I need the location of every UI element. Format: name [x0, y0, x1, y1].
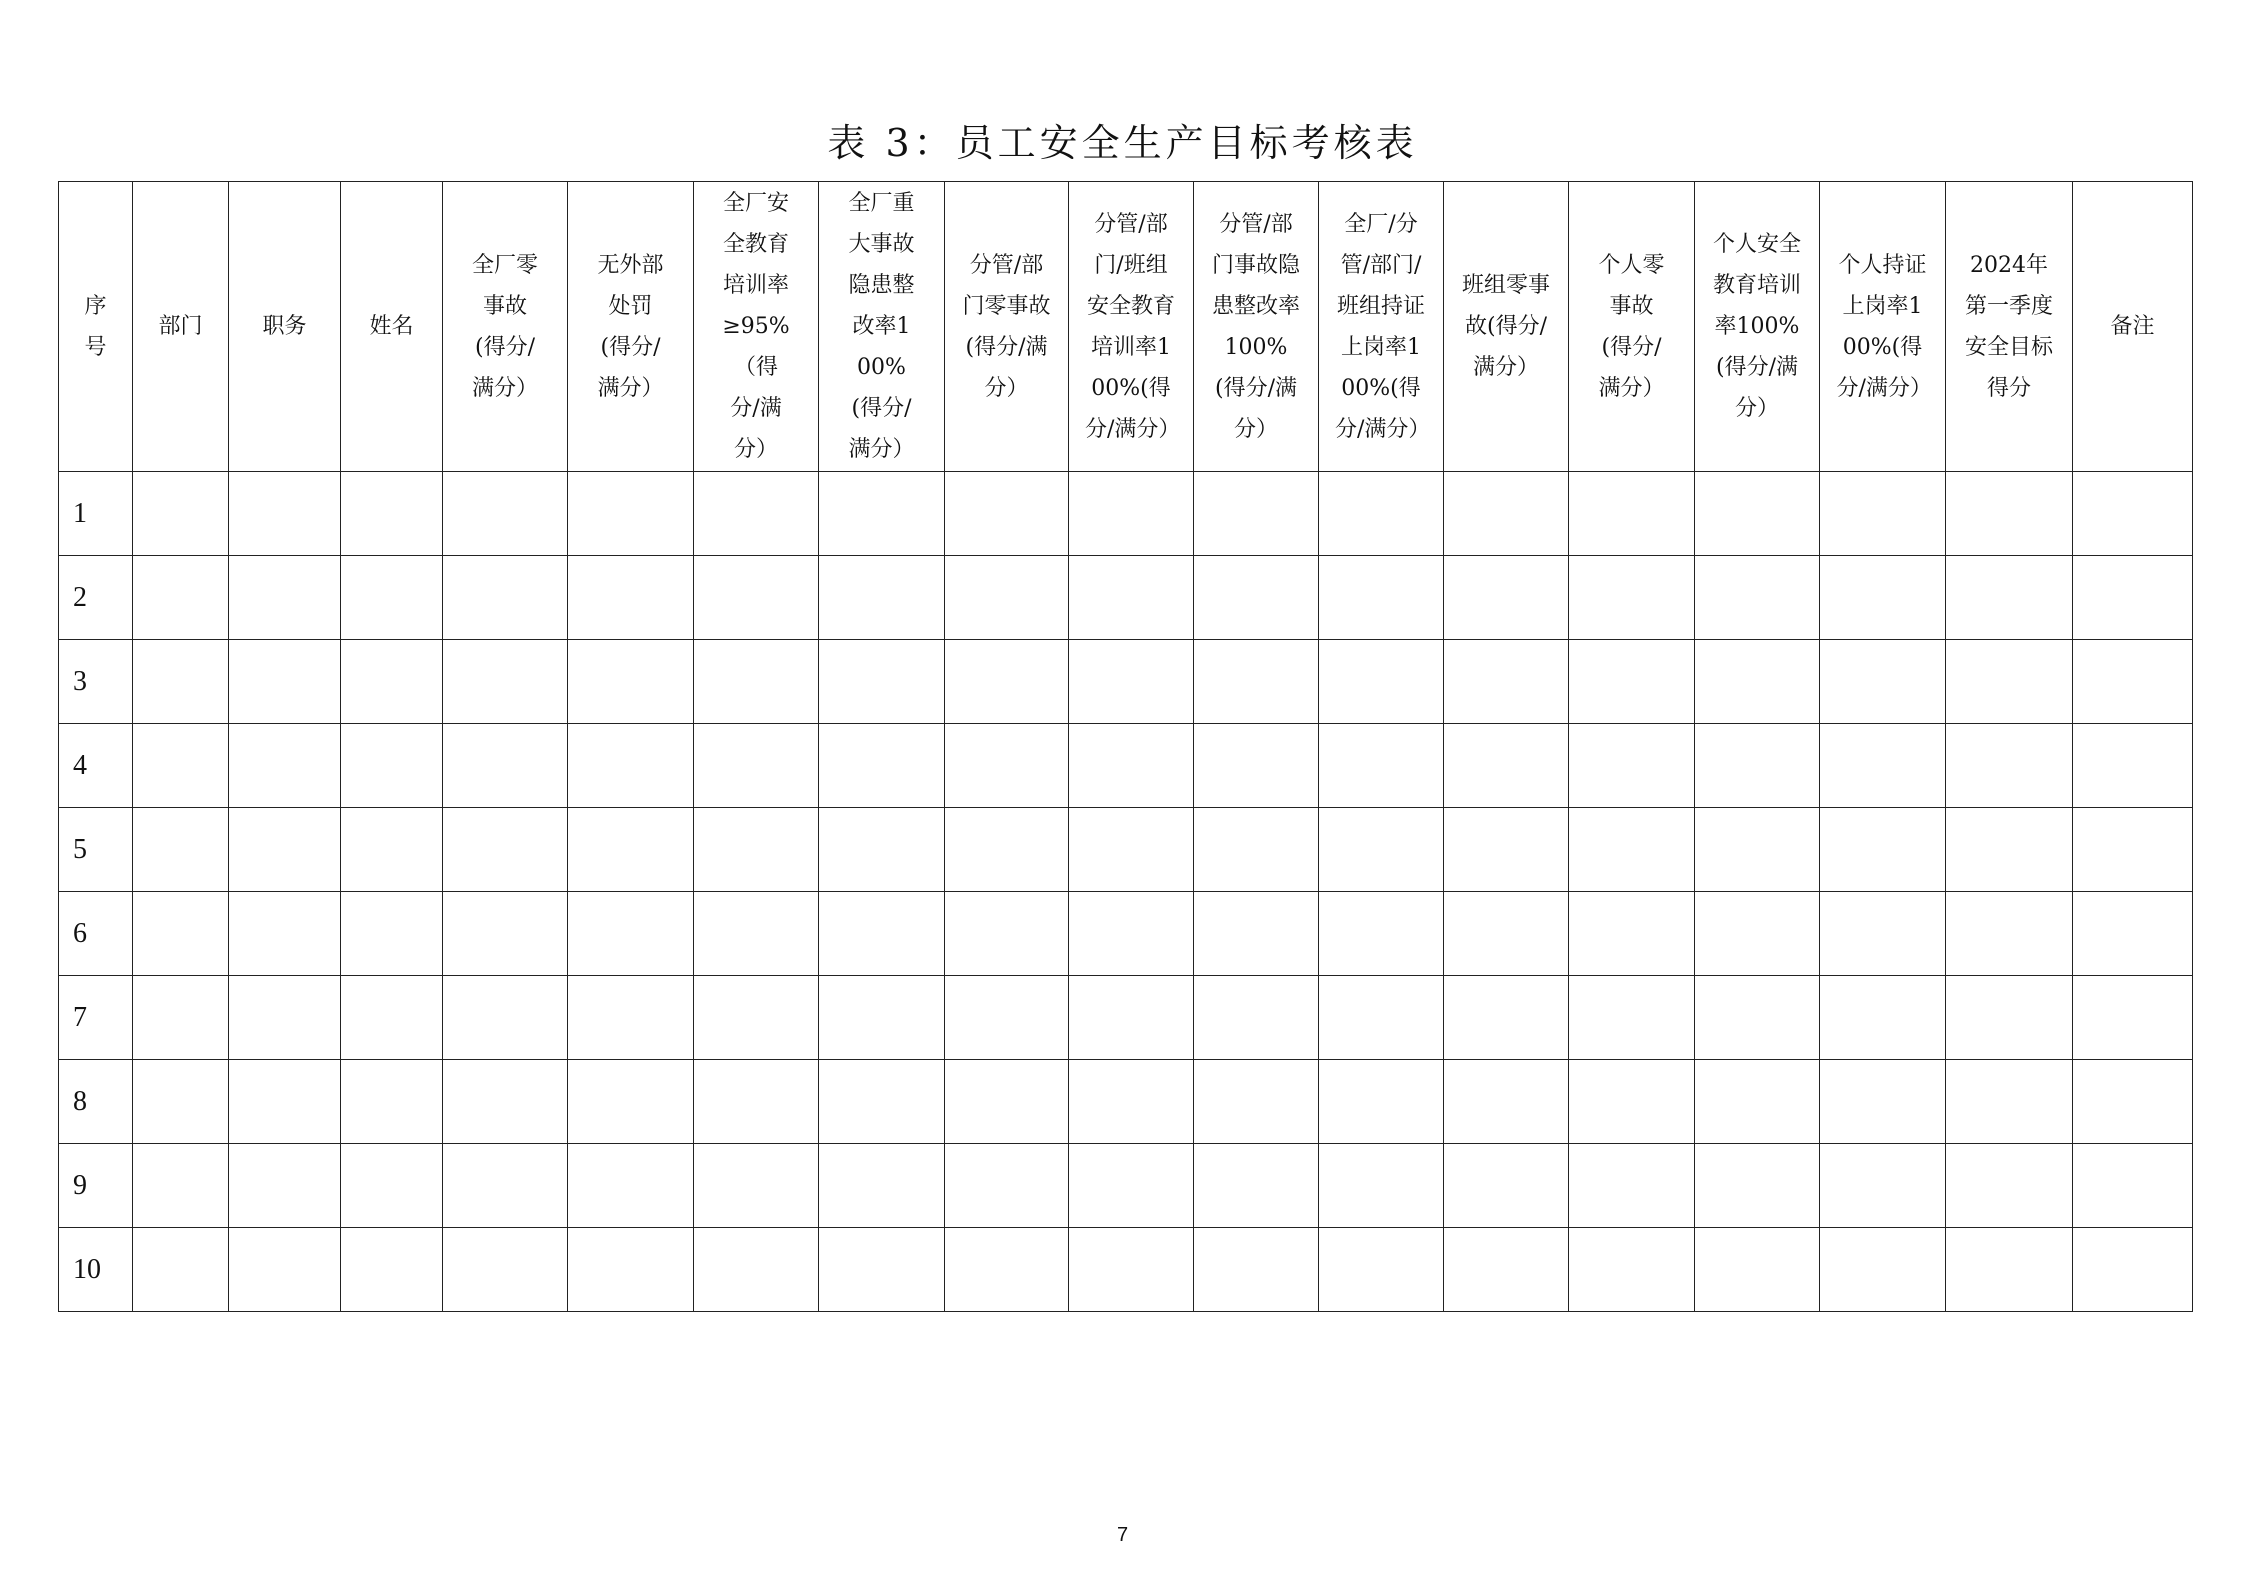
row-number-cell: 6 — [59, 892, 133, 976]
table-cell-name — [341, 1228, 443, 1312]
header-cell — [2073, 182, 2193, 472]
table-cell-cert_rate — [1319, 976, 1444, 1060]
header-label: 序号 — [84, 293, 107, 360]
table-cell-hazard_rectify — [819, 1228, 945, 1312]
table-cell-dept_hazard — [1194, 724, 1319, 808]
table-cell-personal_cert — [1820, 640, 1946, 724]
header-label: 分管/部门零事故(得分/满分） — [962, 252, 1051, 401]
table-cell-hazard_rectify — [819, 1060, 945, 1144]
table-cell-team_zero — [1444, 976, 1569, 1060]
table-cell-q1_score — [1946, 640, 2073, 724]
table-cell-personal_cert — [1820, 1144, 1946, 1228]
header-cell — [1569, 182, 1695, 472]
table-cell-personal_training — [1695, 724, 1820, 808]
table-cell-dept_training — [1069, 1228, 1194, 1312]
table-row — [59, 472, 2193, 556]
table-cell-zero_accident — [443, 1228, 568, 1312]
table-cell-personal_training — [1695, 976, 1820, 1060]
table-cell-cert_rate — [1319, 808, 1444, 892]
table-cell-dept_hazard — [1194, 976, 1319, 1060]
table-cell-plant_training — [694, 808, 819, 892]
table-cell-team_zero — [1444, 640, 1569, 724]
header-label: 备注 — [2110, 314, 2155, 339]
row-number-cell: 3 — [59, 640, 133, 724]
table-cell-personal_zero — [1569, 1144, 1695, 1228]
table-cell-cert_rate — [1319, 724, 1444, 808]
table-cell-plant_training — [694, 640, 819, 724]
table-row — [59, 556, 2193, 640]
table-cell-personal_zero — [1569, 640, 1695, 724]
header-cell — [59, 182, 133, 472]
table-cell-zero_accident — [443, 1060, 568, 1144]
table-cell-personal_zero — [1569, 976, 1695, 1060]
table-cell-q1_score — [1946, 892, 2073, 976]
header-cell — [1820, 182, 1946, 472]
table-cell-dept_training — [1069, 808, 1194, 892]
header-label: 全厂重大事故隐患整改率100%(得分/满分） — [848, 191, 915, 462]
header-cell — [1194, 182, 1319, 472]
header-row — [59, 182, 2193, 472]
table-cell-name — [341, 640, 443, 724]
table-cell-dept_zero_accident — [945, 1228, 1069, 1312]
header-label: 2024年第一季度安全目标得分 — [1964, 252, 2053, 401]
table-cell-name — [341, 1060, 443, 1144]
table-cell-name — [341, 724, 443, 808]
table-cell-position — [229, 1228, 341, 1312]
table-cell-dept — [133, 556, 229, 640]
table-cell-no_penalty — [568, 556, 694, 640]
table-cell-dept_training — [1069, 1060, 1194, 1144]
row-number-cell: 8 — [59, 1060, 133, 1144]
table-cell-name — [341, 472, 443, 556]
table-cell-personal_zero — [1569, 1228, 1695, 1312]
header-cell — [341, 182, 443, 472]
table-cell-dept — [133, 640, 229, 724]
table-cell-position — [229, 640, 341, 724]
table-cell-position — [229, 892, 341, 976]
table-cell-cert_rate — [1319, 1144, 1444, 1228]
table-cell-no_penalty — [568, 472, 694, 556]
table-cell-zero_accident — [443, 976, 568, 1060]
header-label: 姓名 — [369, 314, 414, 339]
table-cell-hazard_rectify — [819, 976, 945, 1060]
table-cell-q1_score — [1946, 1228, 2073, 1312]
table-cell-name — [341, 1144, 443, 1228]
table-cell-dept_hazard — [1194, 892, 1319, 976]
header-cell — [1695, 182, 1820, 472]
table-cell-dept_training — [1069, 976, 1194, 1060]
table-cell-remarks — [2073, 976, 2193, 1060]
table-cell-team_zero — [1444, 556, 1569, 640]
table-cell-dept_hazard — [1194, 472, 1319, 556]
table-cell-dept_zero_accident — [945, 976, 1069, 1060]
page-title: 表 3：员工安全生产目标考核表 — [827, 121, 1418, 165]
table-cell-hazard_rectify — [819, 892, 945, 976]
table-cell-remarks — [2073, 640, 2193, 724]
row-number-cell: 10 — [59, 1228, 133, 1312]
table-cell-dept — [133, 1228, 229, 1312]
table-cell-plant_training — [694, 892, 819, 976]
table-cell-hazard_rectify — [819, 1144, 945, 1228]
table-cell-q1_score — [1946, 808, 2073, 892]
table-cell-cert_rate — [1319, 556, 1444, 640]
header-cell — [229, 182, 341, 472]
header-label: 个人安全教育培训率100%(得分/满分） — [1712, 232, 1801, 421]
table-cell-team_zero — [1444, 1144, 1569, 1228]
table-cell-q1_score — [1946, 724, 2073, 808]
table-cell-hazard_rectify — [819, 556, 945, 640]
row-number-cell: 5 — [59, 808, 133, 892]
table-cell-no_penalty — [568, 1228, 694, 1312]
header-cell — [819, 182, 945, 472]
table-cell-hazard_rectify — [819, 472, 945, 556]
table-cell-dept_training — [1069, 892, 1194, 976]
table-cell-dept — [133, 1060, 229, 1144]
table-cell-dept_training — [1069, 556, 1194, 640]
table-cell-personal_cert — [1820, 1060, 1946, 1144]
table-cell-dept — [133, 892, 229, 976]
table-cell-plant_training — [694, 1144, 819, 1228]
table-cell-personal_zero — [1569, 1060, 1695, 1144]
table-cell-personal_cert — [1820, 808, 1946, 892]
table-cell-position — [229, 808, 341, 892]
table-cell-plant_training — [694, 724, 819, 808]
row-number-cell: 2 — [59, 556, 133, 640]
header-label: 个人持证上岗率100%(得分/满分） — [1836, 252, 1932, 401]
table-cell-plant_training — [694, 1228, 819, 1312]
row-number-cell: 1 — [59, 472, 133, 556]
table-cell-no_penalty — [568, 1060, 694, 1144]
table-cell-remarks — [2073, 808, 2193, 892]
table-cell-zero_accident — [443, 808, 568, 892]
table-cell-dept_training — [1069, 1144, 1194, 1228]
table-cell-name — [341, 808, 443, 892]
table-cell-dept — [133, 724, 229, 808]
table-cell-team_zero — [1444, 724, 1569, 808]
header-label: 无外部处罚(得分/满分） — [597, 252, 664, 401]
table-cell-personal_training — [1695, 556, 1820, 640]
table-cell-position — [229, 976, 341, 1060]
table-cell-personal_zero — [1569, 472, 1695, 556]
table-cell-dept_zero_accident — [945, 556, 1069, 640]
table-cell-cert_rate — [1319, 1228, 1444, 1312]
table-cell-dept_zero_accident — [945, 892, 1069, 976]
table-cell-position — [229, 724, 341, 808]
table-cell-q1_score — [1946, 472, 2073, 556]
header-label: 职务 — [262, 314, 307, 339]
table-cell-remarks — [2073, 724, 2193, 808]
table-cell-dept_hazard — [1194, 808, 1319, 892]
table-cell-dept_hazard — [1194, 1228, 1319, 1312]
row-number-cell: 7 — [59, 976, 133, 1060]
table-cell-personal_cert — [1820, 556, 1946, 640]
page-number: 7 — [1116, 1524, 1129, 1546]
table-cell-q1_score — [1946, 556, 2073, 640]
table-cell-q1_score — [1946, 1144, 2073, 1228]
table-cell-dept_zero_accident — [945, 724, 1069, 808]
table-cell-dept — [133, 808, 229, 892]
table-cell-remarks — [2073, 472, 2193, 556]
table-row — [59, 1144, 2193, 1228]
table-cell-personal_training — [1695, 892, 1820, 976]
table-cell-dept_training — [1069, 640, 1194, 724]
table-cell-personal_zero — [1569, 556, 1695, 640]
table-cell-plant_training — [694, 1060, 819, 1144]
table-cell-remarks — [2073, 1228, 2193, 1312]
row-number-cell: 4 — [59, 724, 133, 808]
safety-target-assessment-table — [58, 181, 2193, 1312]
table-cell-team_zero — [1444, 1228, 1569, 1312]
table-cell-remarks — [2073, 892, 2193, 976]
header-cell — [1069, 182, 1194, 472]
table-cell-personal_training — [1695, 1060, 1820, 1144]
table-cell-hazard_rectify — [819, 640, 945, 724]
table-cell-team_zero — [1444, 892, 1569, 976]
table-cell-team_zero — [1444, 472, 1569, 556]
header-label: 全厂零事故(得分/满分） — [471, 252, 538, 401]
header-label: 班组零事故(得分/满分） — [1461, 273, 1550, 380]
table-cell-dept_zero_accident — [945, 1144, 1069, 1228]
table-cell-name — [341, 976, 443, 1060]
table-cell-position — [229, 472, 341, 556]
table-cell-personal_training — [1695, 472, 1820, 556]
table-cell-no_penalty — [568, 1144, 694, 1228]
table-cell-personal_training — [1695, 640, 1820, 724]
table-cell-personal_zero — [1569, 808, 1695, 892]
table-cell-plant_training — [694, 976, 819, 1060]
table-cell-zero_accident — [443, 640, 568, 724]
table-cell-remarks — [2073, 1144, 2193, 1228]
table-cell-position — [229, 1144, 341, 1228]
table-cell-dept_hazard — [1194, 1060, 1319, 1144]
table-cell-no_penalty — [568, 976, 694, 1060]
table-row — [59, 976, 2193, 1060]
table-row — [59, 1060, 2193, 1144]
table-cell-plant_training — [694, 556, 819, 640]
header-cell — [1946, 182, 2073, 472]
table-cell-dept_hazard — [1194, 556, 1319, 640]
table-cell-q1_score — [1946, 976, 2073, 1060]
table-cell-dept — [133, 1144, 229, 1228]
table-cell-dept_hazard — [1194, 1144, 1319, 1228]
table-cell-personal_training — [1695, 808, 1820, 892]
table-cell-personal_training — [1695, 1228, 1820, 1312]
table-cell-personal_cert — [1820, 1228, 1946, 1312]
table-cell-zero_accident — [443, 1144, 568, 1228]
table-cell-personal_cert — [1820, 892, 1946, 976]
header-label: 分管/部门/班组安全教育培训率100%(得分/满分） — [1085, 211, 1181, 442]
table-cell-dept — [133, 472, 229, 556]
table-cell-cert_rate — [1319, 472, 1444, 556]
table-cell-remarks — [2073, 556, 2193, 640]
table-cell-team_zero — [1444, 808, 1569, 892]
table-cell-dept_zero_accident — [945, 640, 1069, 724]
table-cell-personal_cert — [1820, 724, 1946, 808]
header-cell — [568, 182, 694, 472]
table-body — [59, 472, 2193, 1312]
header-label: 全厂/分管/部门/班组持证上岗率100%(得分/满分） — [1335, 211, 1431, 442]
table-cell-cert_rate — [1319, 640, 1444, 724]
row-number-cell: 9 — [59, 1144, 133, 1228]
table-cell-position — [229, 556, 341, 640]
header-cell — [133, 182, 229, 472]
table-cell-zero_accident — [443, 724, 568, 808]
header-label: 分管/部门事故隐患整改率100%(得分/满分） — [1211, 211, 1300, 442]
table-cell-no_penalty — [568, 640, 694, 724]
table-cell-no_penalty — [568, 808, 694, 892]
table-cell-no_penalty — [568, 892, 694, 976]
table-cell-personal_zero — [1569, 724, 1695, 808]
table-cell-dept_training — [1069, 724, 1194, 808]
header-label: 全厂安全教育培训率≥95%（得分/满分） — [722, 191, 790, 462]
header-cell — [1444, 182, 1569, 472]
table-cell-name — [341, 892, 443, 976]
table-cell-dept_zero_accident — [945, 472, 1069, 556]
table-cell-position — [229, 1060, 341, 1144]
table-row — [59, 1228, 2193, 1312]
table-cell-hazard_rectify — [819, 724, 945, 808]
table-cell-hazard_rectify — [819, 808, 945, 892]
header-label: 个人零事故(得分/满分） — [1598, 252, 1665, 401]
table-cell-dept_hazard — [1194, 640, 1319, 724]
table-cell-zero_accident — [443, 556, 568, 640]
table-cell-dept_zero_accident — [945, 808, 1069, 892]
table-cell-zero_accident — [443, 892, 568, 976]
table-cell-name — [341, 556, 443, 640]
header-cell — [694, 182, 819, 472]
table-cell-cert_rate — [1319, 892, 1444, 976]
table-cell-cert_rate — [1319, 1060, 1444, 1144]
header-cell — [945, 182, 1069, 472]
header-cell — [443, 182, 568, 472]
table-cell-no_penalty — [568, 724, 694, 808]
table-cell-remarks — [2073, 1060, 2193, 1144]
table-row — [59, 892, 2193, 976]
table-cell-q1_score — [1946, 1060, 2073, 1144]
table-cell-zero_accident — [443, 472, 568, 556]
table-cell-dept_zero_accident — [945, 1060, 1069, 1144]
table-row — [59, 640, 2193, 724]
header-cell — [1319, 182, 1444, 472]
table-cell-personal_zero — [1569, 892, 1695, 976]
table-cell-personal_cert — [1820, 976, 1946, 1060]
header-label: 部门 — [158, 314, 203, 339]
table-cell-plant_training — [694, 472, 819, 556]
table-cell-team_zero — [1444, 1060, 1569, 1144]
table-cell-dept_training — [1069, 472, 1194, 556]
table-cell-personal_cert — [1820, 472, 1946, 556]
table-row — [59, 724, 2193, 808]
table-cell-dept — [133, 976, 229, 1060]
table-row — [59, 808, 2193, 892]
table-cell-personal_training — [1695, 1144, 1820, 1228]
